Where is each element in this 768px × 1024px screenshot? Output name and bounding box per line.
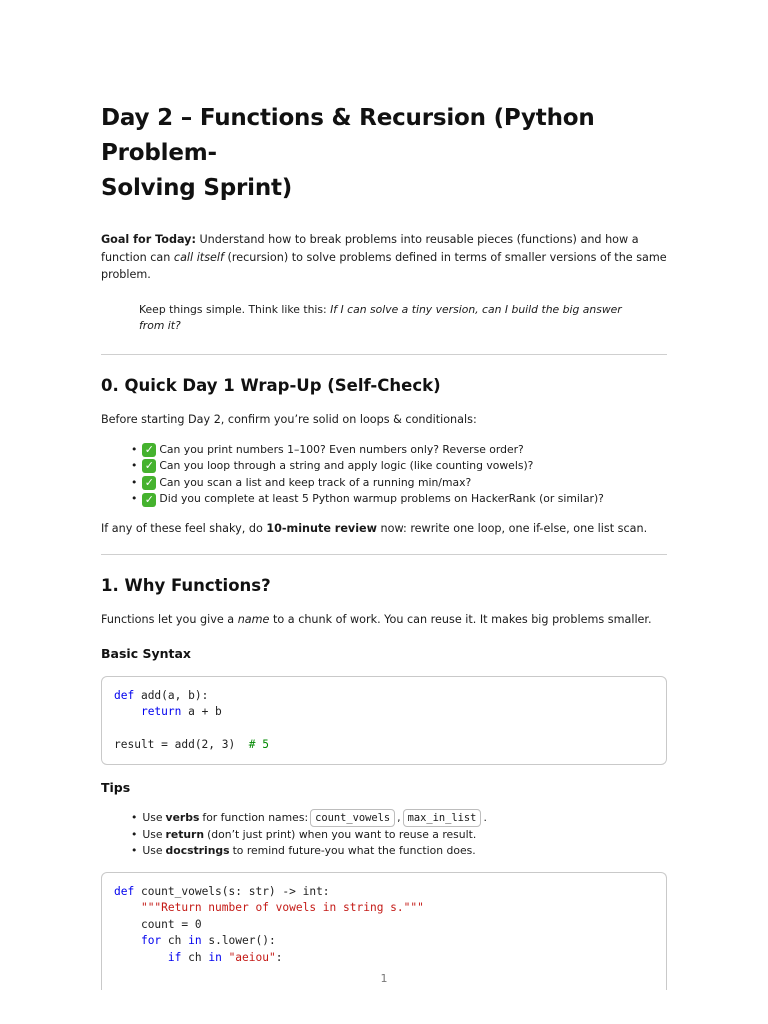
list-item [131,458,667,475]
bullet: • [131,475,138,489]
divider [101,554,667,555]
list-item [131,491,667,508]
tip-text: . [483,810,487,824]
review-text-pre: If any of these feel shaky, do [101,521,267,535]
tip-text: (don’t just print) when you want to reuse a result. [207,827,477,841]
intro-text-post: to a chunk of work. You can reuse it. It makes big problems smaller. [269,612,652,626]
tip-text: Use [142,844,163,858]
code-block-basic-syntax: def add(a, b): return a + b result = add(2, 3) # 5 [101,676,667,765]
section0-intro: Before starting Day 2, confirm you’re solid on loops & conditionals: [101,412,477,426]
check-mark-icon: ✓ [142,493,156,507]
self-check-list [131,442,667,508]
list-item-text: Can you scan a list and keep track of a running min/max? [159,475,472,489]
tip-text: Use [142,810,163,824]
inline-code: count_vowels [310,809,395,827]
review-text-post: now: rewrite one loop, one if-else, one list scan. [376,521,648,535]
blockquote [139,302,631,335]
tip-text: , [397,810,401,824]
tip-bold: docstrings [165,844,230,858]
goal-text-1: Understand how to break problems into reusable pieces (functions) and how a function can [101,233,639,264]
goal-paragraph [101,231,667,284]
section-heading-1: 1. Why Functions? [101,575,271,595]
list-item [131,843,667,860]
bullet: • [131,810,138,824]
bullet: • [131,459,138,473]
title-line-1: Day 2 – Functions & Recursion (Python Problem- [101,105,595,166]
document-page [101,101,667,990]
quote-emphasis: If I can solve a tiny version, can I build the big answer from it? [139,302,622,332]
divider [101,354,667,355]
review-paragraph [101,520,667,537]
check-mark-icon: ✓ [142,476,156,490]
code-block-count-vowels: def count_vowels(s: str) -> int: """Return number of vowels in string s.""" count = 0 for ch in s.lower(): if ch in "aeiou": [101,872,667,990]
goal-label: Goal for Today: [101,233,196,246]
quote-text: Keep things simple. Think like this: [139,302,331,316]
tip-text: to remind future-you what the function does. [232,844,476,858]
list-item-text: Can you loop through a string and apply logic (like counting vowels)? [159,459,534,473]
intro-text-pre: Functions let you give a [101,612,238,626]
bullet: • [131,844,138,858]
title-line-2: Solving Sprint) [101,175,293,201]
goal-text-2: (recursion) to solve problems defined in terms of smaller versions of the same problem. [101,250,667,281]
tip-bold: verbs [165,810,200,824]
list-item [131,809,667,827]
list-item [131,827,667,844]
review-text-bold: 10-minute review [266,521,377,535]
inline-code: max_in_list [403,809,482,827]
list-item [131,475,667,492]
tip-bold: return [165,827,205,841]
check-mark-icon: ✓ [142,459,156,473]
goal-emphasis: call itself [173,250,224,264]
page-number: 1 [380,972,388,985]
tip-text: for function names: [202,810,309,824]
intro-emphasis: name [237,612,270,626]
list-item [131,442,667,459]
bullet: • [131,492,138,506]
bullet: • [131,442,138,456]
page-title [101,101,667,206]
section1-intro [101,611,667,628]
section-heading-0: 0. Quick Day 1 Wrap-Up (Self-Check) [101,375,441,395]
check-mark-icon: ✓ [142,443,156,457]
tip-text: Use [142,827,163,841]
list-item-text: Can you print numbers 1–100? Even numbers only? Reverse order? [159,442,524,456]
tips-list [131,809,667,860]
bullet: • [131,827,138,841]
list-item-text: Did you complete at least 5 Python warmup problems on HackerRank (or similar)? [159,492,604,506]
subheading-basic-syntax: Basic Syntax [101,645,191,661]
subheading-tips: Tips [101,779,131,795]
